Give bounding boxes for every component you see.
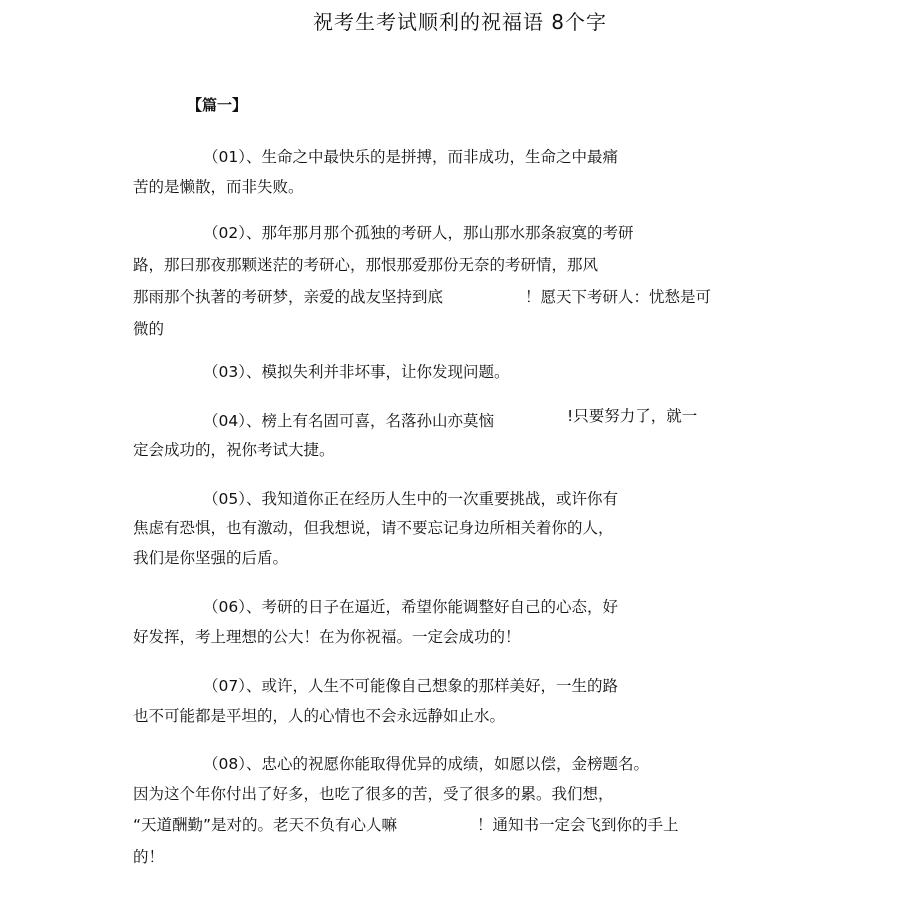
paragraph-08-line-1: （08）、忠心的祝愿你能取得优异的成绩，如愿以偿，金榜题名。 — [203, 755, 649, 773]
paragraph-04-line-1a: （04）、榜上有名固可喜，名落孙山亦莫恼 — [203, 412, 494, 430]
paragraph-04-line-1b: !只要努力了，就一 — [567, 407, 698, 425]
paragraph-08-line-3a: “天道酬勤”是对的。老天不负有心人嘛 — [133, 816, 398, 834]
paragraph-04-line-2: 定会成功的，祝你考试大捷。 — [133, 441, 335, 459]
paragraph-02-line-1: （02）、那年那月那个孤独的考研人，那山那水那条寂寞的考研 — [203, 224, 634, 242]
paragraph-01-line-2: 苦的是懒散，而非失败。 — [133, 178, 304, 196]
page-title: 祝考生考试顺利的祝福语 8个字 — [312, 10, 608, 34]
paragraph-03-line-1: （03）、模拟失利并非坏事，让你发现问题。 — [203, 363, 510, 381]
paragraph-08-line-3b: ！通知书一定会飞到你的手上 — [477, 816, 679, 834]
paragraph-02-line-2: 路，那曰那夜那颗迷茫的考研心，那恨那爱那份无奈的考研情，那风 — [133, 256, 599, 274]
paragraph-05-line-3: 我们是你坚强的后盾。 — [133, 549, 289, 567]
paragraph-01-line-1: （01）、生命之中最快乐的是拼搏，而非成功，生命之中最痛 — [203, 148, 618, 166]
paragraph-02-line-3b: ！愿天下考研人：忧愁是可 — [525, 288, 712, 306]
paragraph-05-line-2: 焦虑有恐惧，也有激动，但我想说，请不要忘记身边所相关着你的人， — [133, 519, 614, 537]
section-heading: 【篇一】 — [187, 96, 248, 114]
paragraph-02-line-3a: 那雨那个执著的考研梦，亲爱的战友坚持到底 — [133, 288, 444, 306]
paragraph-08-line-4: 的！ — [133, 848, 165, 866]
paragraph-05-line-1: （05）、我知道你正在经历人生中的一次重要挑战，或许你有 — [203, 490, 618, 508]
paragraph-07-line-2: 也不可能都是平坦的，人的心情也不会永远静如止水。 — [133, 707, 506, 725]
paragraph-02-line-4: 微的 — [133, 320, 165, 338]
paragraph-08-line-2: 因为这个年你付出了好多，也吃了很多的苦，受了很多的累。我们想， — [133, 785, 614, 803]
paragraph-07-line-1: （07）、或许，人生不可能像自己想象的那样美好，一生的路 — [203, 677, 618, 695]
paragraph-06-line-2: 好发挥，考上理想的公大！在为你祝福。一定会成功的！ — [133, 628, 521, 646]
paragraph-06-line-1: （06）、考研的日子在逼近，希望你能调整好自己的心态，好 — [203, 598, 618, 616]
